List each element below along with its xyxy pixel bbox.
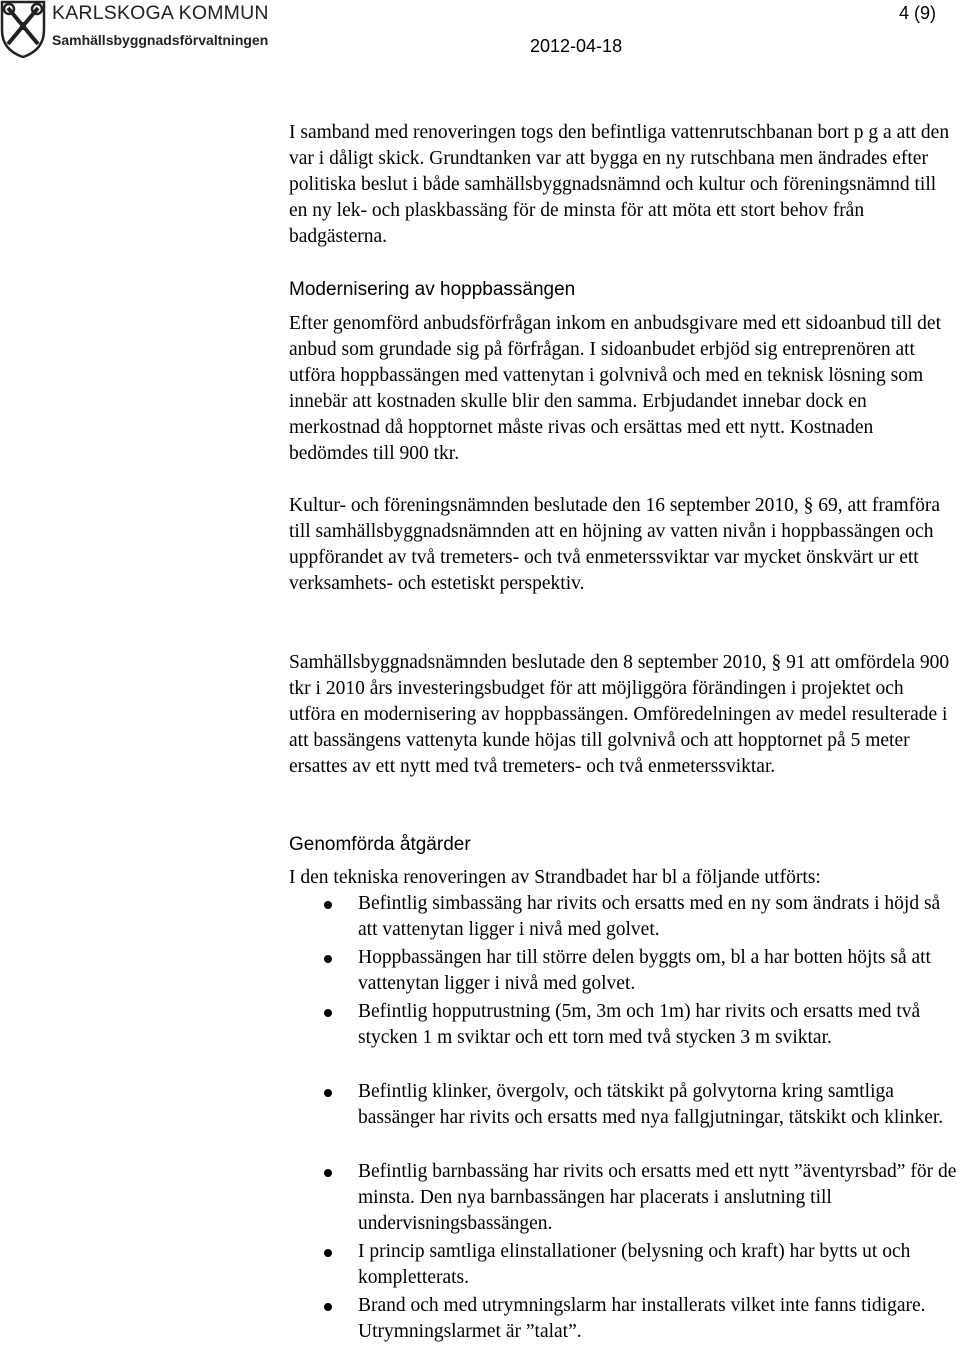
department-name: Samhällsbyggnadsförvaltningen bbox=[52, 32, 269, 48]
list-item-text: Befintlig barnbassäng har rivits och ersatts med ett nytt ”äventyrsbad” för de minsta. Den nya barnbassängen har placerats i anslutning till undervisningsbassängen. bbox=[358, 1161, 957, 1234]
bullet-icon bbox=[324, 955, 332, 963]
paragraph-kultur-beslut: Kultur- och föreningsnämnden beslutade den 16 september 2010, § 69, att framföra till samhällsbyggnadsnämnden att en höjning av vatten nivån i hoppbassängen och uppförandet av två tremeters- och två enmeterssviktar var mycket önskvärt ur ett verksamhets- och estetiskt perspektiv. bbox=[289, 495, 941, 594]
page-header bbox=[0, 0, 960, 70]
section-heading-hoppbassangen: Modernisering av hoppbassängen bbox=[289, 279, 576, 300]
measures-intro: I den tekniska renoveringen av Strandbadet har bl a följande utförts: bbox=[289, 867, 821, 888]
page-number: 4 (9) bbox=[898, 3, 936, 23]
list-item-text: Befintlig klinker, övergolv, och tätskikt på golvytorna kring samtliga bassänger har rivits och ersatts med nya fallgjutningar, tätskikt och klinker. bbox=[358, 1081, 944, 1128]
section-heading-genomforda: Genomförda åtgärder bbox=[289, 834, 471, 855]
list-item-text: Hoppbassängen har till större delen byggts om, bl a har botten höjts så att vattenytan ligger i nivå med golvet. bbox=[358, 947, 931, 994]
list-item-text: Brand och med utrymningslarm har installerats vilket inte fanns tidigare. Utrymningslarmet är ”talat”. bbox=[358, 1295, 926, 1342]
bullet-icon bbox=[324, 1009, 332, 1017]
document-date: 2012-04-18 bbox=[530, 36, 623, 56]
bullet-icon bbox=[324, 1169, 332, 1177]
list-item-text: Befintlig simbassäng har rivits och ersatts med en ny som ändrats i höjd så att vattenytan ligger i nivå med golvet. bbox=[358, 893, 941, 940]
bullet-icon bbox=[324, 1249, 332, 1257]
paragraph-anbud: Efter genomförd anbudsförfrågan inkom en anbudsgivare med ett sidoanbud till det anbud som grundade sig på förfrågan. I sidoanbudet erbjöd sig entreprenören att utföra hoppbassängen med vattenytan i golvnivå och med en teknisk lösning som innebär att kostnaden skulle blir den samma. Erbjudandet innebar dock en merkostnad då hopptornet måste rivas och ersättas med ett nytt. Kostnaden bedömdes till 900 tkr. bbox=[289, 313, 941, 464]
list-item-text: Befintlig hopputrustning (5m, 3m och 1m) har rivits och ersatts med två stycken 1 m sviktar och ett torn med två stycken 3 m sviktar. bbox=[358, 1001, 921, 1048]
intro-paragraph: I samband med renoveringen togs den befintliga vattenrutschbanan bort p g a att den var i dåligt skick. Grundtanken var att bygga en ny rutschbana men ändrades efter politiska beslut i både samhällsbyggnadsnämnd och kultur och föreningsnämnd till en ny lek- och plaskbassäng för de minsta för att möta ett stort behov från badgästerna. bbox=[289, 122, 950, 247]
bullet-icon bbox=[324, 1089, 332, 1097]
bullet-icon bbox=[324, 901, 332, 909]
organization-name: KARLSKOGA KOMMUN bbox=[52, 2, 269, 24]
paragraph-samhallsbyggnad-beslut: Samhällsbyggnadsnämnden beslutade den 8 september 2010, § 91 att omfördela 900 tkr i 2010 års investeringsbudget för att möjliggöra förändingen i projektet och utföra en modernisering av hoppbassängen. Omföredelningen av medel resulterade i att bassängens vattenyta kunde höjas till golvnivå och att hopptornet på 5 meter ersattes av ett nytt med två tremeters- och två enmeterssviktar. bbox=[289, 652, 950, 777]
bullet-icon bbox=[324, 1303, 332, 1311]
municipal-crest-icon bbox=[0, 0, 46, 58]
list-item-text: I princip samtliga elinstallationer (belysning och kraft) har bytts ut och kompletterats. bbox=[358, 1241, 911, 1288]
